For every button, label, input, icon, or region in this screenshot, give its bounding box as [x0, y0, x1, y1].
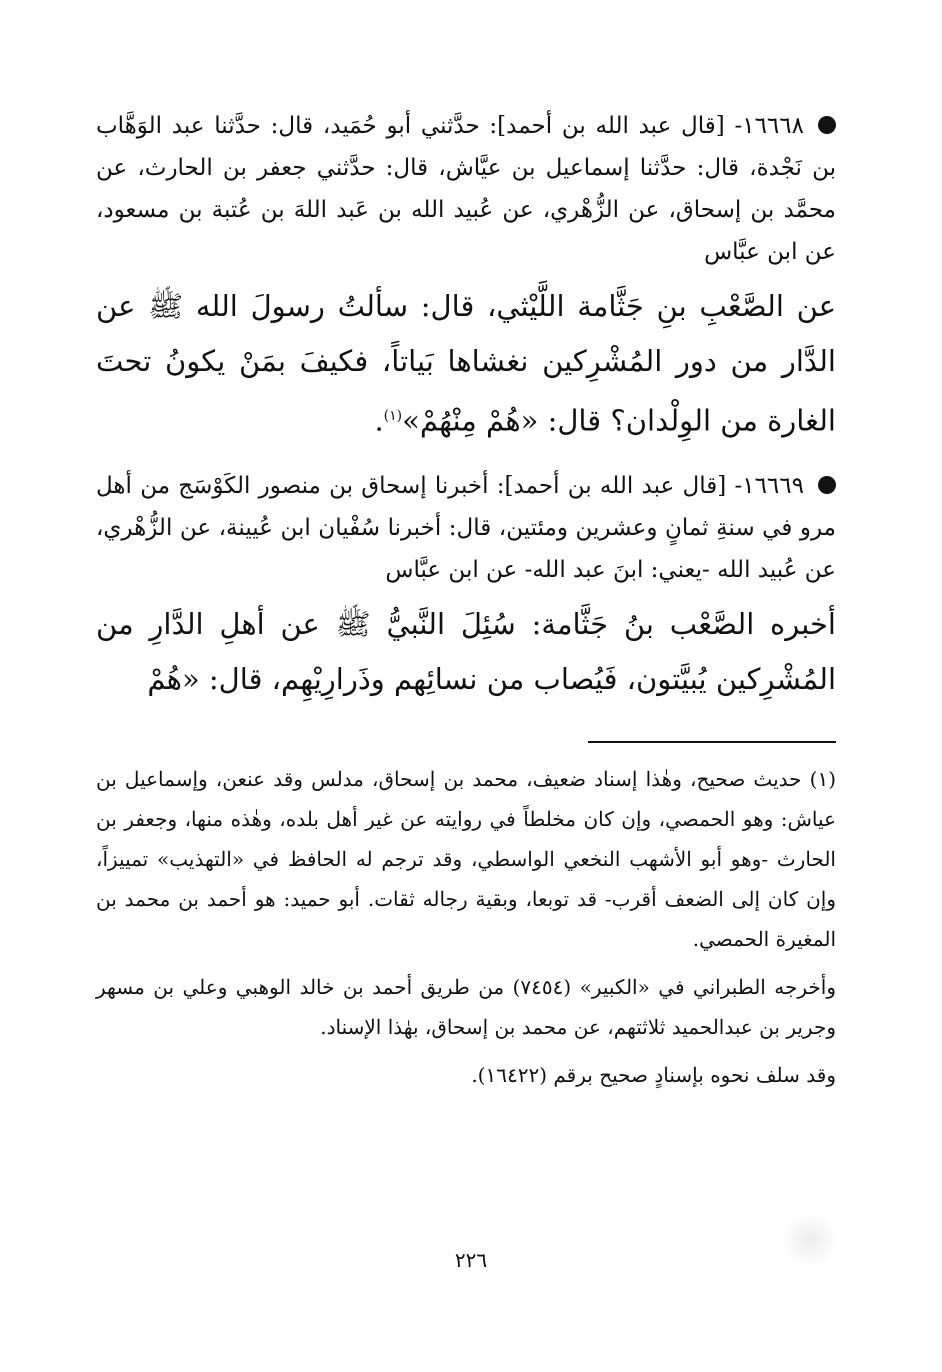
isnad-text: ١٦٦٦٨- [قال عبد الله بن أحمد]: حدَّثني أبو حُمَيد، قال: حدَّثنا عبد الوَهَّاب بن نَجْدة، قال: حدَّثنا إسماعيل بن عيَّاش، قال: حدَّثني جعفر بن الحارث، عن محمَّد بن إسحاق، عن الزُّهْري، عن عُبيد الله بن عَبد اللهَ بن عُتبة بن مسعود، عن ابن عبَّاس: [96, 113, 836, 265]
hadith-16668-matn: [96, 279, 836, 449]
bullet-icon: [818, 476, 836, 494]
hadith-16669-isnad: [96, 465, 836, 591]
footnote-1-takhrij: وأخرجه الطبراني في «الكبير» (٧٤٥٤) من طريق أحمد بن خالد الوهبي وعلي بن مسهر وجرير بن عبدالحميد ثلاثتهم، عن محمد بن إسحاق، بهٰذا الإسناد.: [96, 974, 836, 1039]
bullet-icon: [818, 116, 836, 134]
hadith-16669-matn: [96, 597, 836, 707]
page-body: [96, 105, 836, 1103]
matn-text: عن الصَّعْبِ بنِ جَثَّامة اللَّيْثي، قال: سألتُ رسولَ الله ﷺ عن الدَّار من دور المُشْرِكين نغشاها بَياتاً، فكيفَ بمَنْ يكونُ تحتَ الغارة من الوِلْدان؟ قال: «هُمْ مِنْهُمْ»: [96, 289, 836, 438]
footnote-ref[interactable]: (١): [383, 408, 403, 424]
page-number: ٢٢٦: [454, 1248, 488, 1272]
footnote-1-cross-ref: وقد سلف نحوه بإسنادٍ صحيح برقم (١٦٤٢٢).: [471, 1062, 836, 1087]
footnote-divider: [588, 741, 836, 743]
matn-text: أخبره الصَّعْب بنُ جَثَّامة: سُئِلَ النَّبيُّ ﷺ عن أهلِ الدَّارِ من المُشْرِكين يُبيَّتون، فَيُصاب من نسائِهم وذَرارِيْهِم، قال: «هُمْ: [96, 606, 836, 696]
matn-end: .: [374, 403, 384, 438]
hadith-16668-isnad: [96, 105, 836, 273]
isnad-text: ١٦٦٦٩- [قال عبد الله بن أحمد]: أخبرنا إسحاق بن منصور الكَوْسَج من أهل مرو في سنةِ ثمانٍ وعشرين ومئتين، قال: أخبرنا سُفْيان ابن عُيينة، عن الزُّهْري، عن عُبيد الله -يعني: ابنَ عبد الله- عن ابن عبَّاس: [96, 472, 836, 583]
footnote-1: (١) حديث صحيح، وهٰذا إسناد ضعيف، محمد بن إسحاق، مدلس وقد عنعن، وإسماعيل بن عياش: وهو الحمصي، وإن كان مخلطاً في روايته عن غير أهل بلده، وهٰذه منها، وجعفر بن الحارث -وهو أبو الأشهب النخعي الواسطي، وقد ترجم له الحافظ في «التهذيب» تمييزاً، وإن كان إلى الضعف أقرب- قد توبعا، وبقية رجاله ثقات. أبو حميد: هو أحمد بن محمد بن المغيرة الحمصي.: [96, 766, 837, 951]
